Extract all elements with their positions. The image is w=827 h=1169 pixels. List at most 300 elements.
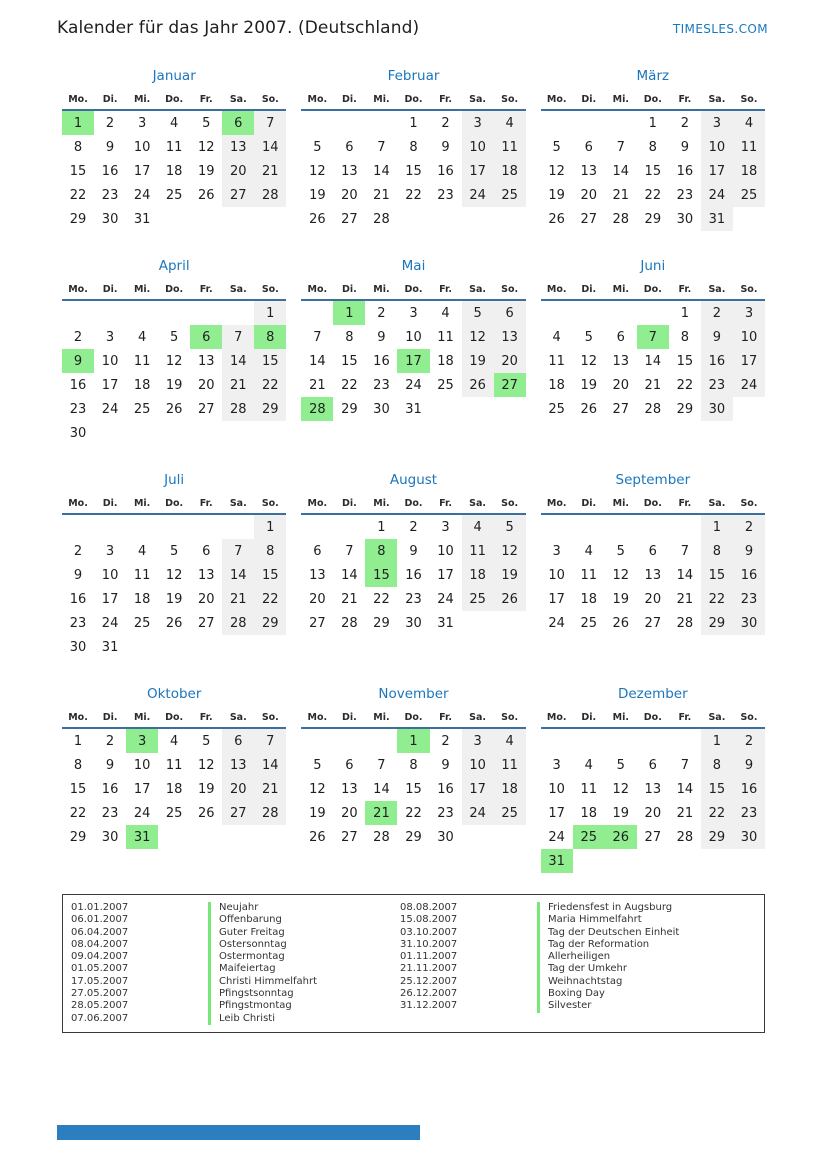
empty-cell [158,300,190,325]
week-row [541,514,765,539]
day-cell: 31 [133,211,151,227]
day-cell: 19 [165,591,183,607]
empty-cell [701,849,733,873]
week-row [62,373,286,397]
week-row [541,207,765,231]
month-table-mai [301,281,525,421]
week-row [62,110,286,135]
empty-cell [669,728,701,753]
day-cell: 8 [345,329,354,345]
day-cell: 10 [462,753,494,777]
day-cell: 18 [133,377,151,393]
empty-cell [126,514,158,539]
day-cell: 15 [701,563,733,587]
weekday-header: So. [494,495,526,514]
day-cell: 14 [644,353,662,369]
day-cell: 14 [612,163,630,179]
day-cell: 18 [133,591,151,607]
day-cell: 14 [676,567,694,583]
empty-cell [190,514,222,539]
empty-cell [333,514,365,539]
day-cell: 13 [197,353,215,369]
day-cell: 5 [494,514,526,539]
weekday-header: Mo. [62,495,94,514]
day-cell: 16 [101,781,119,797]
empty-cell [733,849,765,873]
day-cell: 7 [254,728,286,753]
day-cell: 31 [701,207,733,231]
weekday-header-row [301,709,525,728]
week-row [541,325,765,349]
day-cell: 29 [254,397,286,421]
day-cell: 24 [101,401,119,417]
day-cell: 13 [612,353,630,369]
day-cell: 11 [494,135,526,159]
month-title-august: August [389,472,438,488]
day-cell: 11 [548,353,565,369]
day-cell: 22 [405,187,422,203]
empty-cell [158,207,190,231]
empty-cell [158,514,190,539]
empty-cell [222,635,254,659]
day-cell: 18 [462,563,494,587]
day-cell: 10 [462,135,494,159]
weekday-header-row [541,91,765,110]
day-cell: 24 [701,183,733,207]
empty-cell [254,207,286,231]
legend-holiday-name: Silvester [537,1000,764,1012]
week-row [62,635,286,659]
day-cell: 31 [541,849,573,873]
brand-link[interactable]: TIMESLES.COM [672,22,768,36]
weekday-header: Do. [397,709,429,728]
month-juni [541,256,765,445]
day-cell: 22 [254,373,286,397]
day-cell: 15 [69,781,87,797]
week-row [62,421,286,445]
day-cell: 12 [197,757,215,773]
weekday-header: Sa. [701,281,733,300]
legend-holiday-name: Pfingstsonntag [208,988,400,1000]
day-cell: 3 [462,110,494,135]
weekday-header: Mo. [541,281,573,300]
weekday-header: Mo. [541,495,573,514]
day-cell: 7 [222,325,254,349]
day-cell: 10 [133,139,151,155]
day-cell: 29 [701,611,733,635]
day-cell: 30 [733,611,765,635]
weekday-header: Fr. [430,709,462,728]
weekday-header: Fr. [430,281,462,300]
day-cell: 3 [105,543,115,559]
weekday-header: So. [254,281,286,300]
day-cell: 10 [437,543,454,559]
day-cell: 26 [548,211,565,227]
empty-cell [301,514,333,539]
weekday-header: Do. [637,91,669,110]
empty-cell [94,514,126,539]
day-cell: 23 [405,591,422,607]
week-row [301,159,525,183]
week-row [62,728,286,753]
day-cell: 3 [126,728,158,753]
day-cell: 7 [222,539,254,563]
day-cell: 12 [309,781,326,797]
day-cell: 30 [701,397,733,421]
legend-holiday-name: Ostersonntag [208,939,400,951]
day-cell: 16 [101,163,119,179]
weekday-header: Mo. [62,91,94,110]
legend-holiday-name: Friedensfest in Augsburg [537,902,764,914]
day-cell: 1 [701,514,733,539]
day-cell: 27 [644,829,662,845]
day-cell: 4 [494,110,526,135]
day-cell: 25 [165,187,183,203]
legend-date: 06.01.2007 [71,914,129,926]
weekday-header: Fr. [430,91,462,110]
week-row [62,563,286,587]
day-cell: 29 [373,615,390,631]
legend-date: 15.08.2007 [400,914,458,926]
weekday-header: Di. [94,91,126,110]
month-table-september [541,495,765,635]
day-cell: 20 [612,377,630,393]
weekday-header: So. [494,91,526,110]
day-cell: 19 [548,187,565,203]
weekday-header: Mo. [301,495,333,514]
week-row [541,611,765,635]
weekday-header: Di. [94,495,126,514]
day-cell: 28 [373,211,390,227]
empty-cell [222,421,254,445]
day-cell: 21 [222,587,254,611]
weekday-header: So. [254,709,286,728]
day-cell: 26 [197,187,215,203]
day-cell: 30 [101,829,119,845]
weekday-header: Do. [158,91,190,110]
day-cell: 16 [69,591,87,607]
day-cell: 7 [377,757,386,773]
day-cell: 18 [165,781,183,797]
day-cell: 15 [341,353,358,369]
week-row [62,514,286,539]
day-cell: 30 [733,825,765,849]
day-cell: 23 [101,187,119,203]
day-cell: 28 [254,183,286,207]
day-cell: 30 [69,425,87,441]
legend-date-empty [400,1013,537,1025]
day-cell: 11 [133,567,151,583]
empty-cell [637,514,669,539]
legend-name-empty [537,1013,764,1025]
weekday-header: Mi. [605,495,637,514]
week-row [541,300,765,325]
day-cell: 27 [612,401,630,417]
day-cell: 15 [405,163,422,179]
day-cell: 13 [494,325,526,349]
empty-cell [637,728,669,753]
day-cell: 13 [309,567,326,583]
legend-date: 28.05.2007 [71,1000,129,1012]
month-table-februar [301,91,525,231]
day-cell: 8 [680,329,689,345]
day-cell: 22 [644,187,662,203]
day-cell: 22 [254,587,286,611]
day-cell: 31 [437,615,454,631]
day-cell: 26 [494,587,526,611]
weekday-header: Sa. [462,495,494,514]
empty-cell [190,300,222,325]
legend-date: 01.01.2007 [71,902,129,913]
day-cell: 17 [548,591,565,607]
day-cell: 3 [552,543,561,559]
legend-holiday-name: Maifeiertag [208,963,400,975]
empty-cell [126,421,158,445]
day-cell: 13 [644,567,662,583]
month-title-maerz: März [636,68,670,84]
weekday-header: Sa. [222,495,254,514]
day-cell: 28 [676,615,694,631]
weekday-header: So. [733,495,765,514]
day-cell: 13 [222,135,254,159]
legend-date: 01.11.2007 [400,951,458,963]
day-cell: 26 [197,805,215,821]
day-cell: 7 [680,543,689,559]
weekday-header: Mi. [126,281,158,300]
empty-cell [541,514,573,539]
day-cell: 28 [676,829,694,845]
weekday-header-row [541,281,765,300]
day-cell: 27 [580,211,597,227]
day-cell: 20 [309,591,326,607]
day-cell: 3 [552,757,561,773]
week-row [301,611,525,635]
day-cell: 21 [612,187,630,203]
empty-cell [190,207,222,231]
week-row [541,587,765,611]
legend-holiday-name: Maria Himmelfahrt [537,914,764,926]
weekday-header-row [62,91,286,110]
day-cell: 3 [137,115,147,131]
day-cell: 12 [612,567,630,583]
day-cell: 4 [441,305,450,321]
day-cell: 28 [222,397,254,421]
legend-holiday-name: Tag der Reformation [537,939,764,951]
weekday-header: Sa. [222,91,254,110]
legend-holiday-name: Allerheiligen [537,951,764,963]
day-cell: 9 [62,349,94,373]
day-cell: 15 [405,781,422,797]
day-cell: 20 [222,159,254,183]
month-maerz [541,66,765,231]
day-cell: 22 [676,377,694,393]
day-cell: 25 [548,401,565,417]
day-cell: 22 [69,187,87,203]
weekday-header: Mo. [301,281,333,300]
weekday-header: Fr. [190,495,222,514]
day-cell: 10 [733,325,765,349]
weekday-header: Sa. [462,709,494,728]
week-row [62,801,286,825]
empty-cell [605,300,637,325]
day-cell: 21 [644,377,662,393]
day-cell: 12 [580,353,597,369]
day-cell: 8 [409,139,418,155]
day-cell: 13 [341,163,358,179]
empty-cell [254,635,286,659]
day-cell: 9 [701,325,733,349]
weekday-header: Do. [158,495,190,514]
week-row [301,825,525,849]
weekday-header: Mo. [62,709,94,728]
day-cell: 18 [494,777,526,801]
empty-cell [190,421,222,445]
day-cell: 15 [365,563,397,587]
empty-cell [222,300,254,325]
day-cell: 13 [222,753,254,777]
empty-cell [573,110,605,135]
day-cell: 12 [494,539,526,563]
day-cell: 11 [462,539,494,563]
empty-cell [605,849,637,873]
day-cell: 17 [397,349,429,373]
day-cell: 25 [494,801,526,825]
legend-date: 08.08.2007 [400,902,458,913]
day-cell: 21 [373,187,390,203]
day-cell: 27 [341,211,358,227]
day-cell: 2 [680,115,689,131]
day-cell: 21 [341,591,358,607]
weekday-header-row [541,495,765,514]
day-cell: 6 [202,543,211,559]
day-cell: 19 [612,591,630,607]
day-cell: 19 [197,163,215,179]
legend-holiday-name: Guter Freitag [208,927,400,939]
weekday-header-row [62,281,286,300]
day-cell: 5 [616,757,625,773]
day-cell: 5 [313,757,322,773]
weekday-header: Sa. [462,281,494,300]
day-cell: 26 [605,825,637,849]
empty-cell [494,611,526,635]
legend-holiday-name: Christi Himmelfahrt [208,976,400,988]
day-cell: 12 [165,353,183,369]
week-row [62,397,286,421]
day-cell: 16 [437,781,454,797]
empty-cell [397,207,429,231]
day-cell: 2 [73,329,83,345]
day-cell: 20 [197,377,215,393]
empty-cell [301,728,333,753]
month-dezember [541,684,765,873]
week-row [301,325,525,349]
day-cell: 5 [616,543,625,559]
day-cell: 25 [437,377,454,393]
weekday-header: So. [254,495,286,514]
day-cell: 16 [373,353,390,369]
week-row [301,397,525,421]
weekday-header: Fr. [669,709,701,728]
day-cell: 4 [584,543,593,559]
day-cell: 12 [462,325,494,349]
day-cell: 15 [254,349,286,373]
day-cell: 5 [170,543,179,559]
day-cell: 14 [309,353,326,369]
legend-date: 31.10.2007 [400,938,458,950]
day-cell: 7 [345,543,354,559]
weekday-header: Mi. [365,281,397,300]
day-cell: 21 [309,377,326,393]
week-row [541,728,765,753]
day-cell: 10 [101,353,119,369]
day-cell: 9 [733,753,765,777]
day-cell: 1 [73,733,83,749]
day-cell: 25 [494,183,526,207]
day-cell: 13 [644,781,662,797]
day-cell: 18 [580,805,597,821]
weekday-header: Sa. [701,495,733,514]
day-cell: 29 [644,211,662,227]
weekday-header: Di. [573,709,605,728]
weekday-header-row [301,281,525,300]
empty-cell [254,421,286,445]
month-table-oktober [62,709,286,849]
day-cell: 2 [409,519,418,535]
day-cell: 27 [309,615,326,631]
day-cell: 22 [69,805,87,821]
day-cell: 3 [701,110,733,135]
day-cell: 25 [165,805,183,821]
month-oktober [62,684,286,873]
day-cell: 8 [648,139,657,155]
empty-cell [430,397,462,421]
day-cell: 8 [73,139,83,155]
week-row [541,825,765,849]
day-cell: 28 [222,611,254,635]
day-cell: 24 [462,183,494,207]
day-cell: 26 [309,829,326,845]
weekday-header: Do. [397,495,429,514]
week-row [62,159,286,183]
weekday-header: Mi. [126,91,158,110]
week-row [62,183,286,207]
month-mai [301,256,525,445]
day-cell: 6 [222,110,254,135]
day-cell: 25 [733,183,765,207]
week-row [301,349,525,373]
legend-date: 31.12.2007 [400,1000,458,1012]
week-row [301,587,525,611]
week-row [62,777,286,801]
legend-holiday-name: Boxing Day [537,988,764,1000]
weekday-header: Fr. [190,709,222,728]
day-cell: 10 [548,781,565,797]
day-cell: 29 [341,401,358,417]
week-row [62,207,286,231]
week-row [62,539,286,563]
month-juli [62,470,286,659]
day-cell: 9 [733,539,765,563]
day-cell: 28 [373,829,390,845]
day-cell: 1 [397,728,429,753]
day-cell: 7 [637,325,669,349]
weekday-header: Di. [573,495,605,514]
legend-holiday-name: Weihnachtstag [537,976,764,988]
day-cell: 2 [733,728,765,753]
day-cell: 19 [580,377,597,393]
weekday-header: Mi. [126,709,158,728]
week-row [301,300,525,325]
